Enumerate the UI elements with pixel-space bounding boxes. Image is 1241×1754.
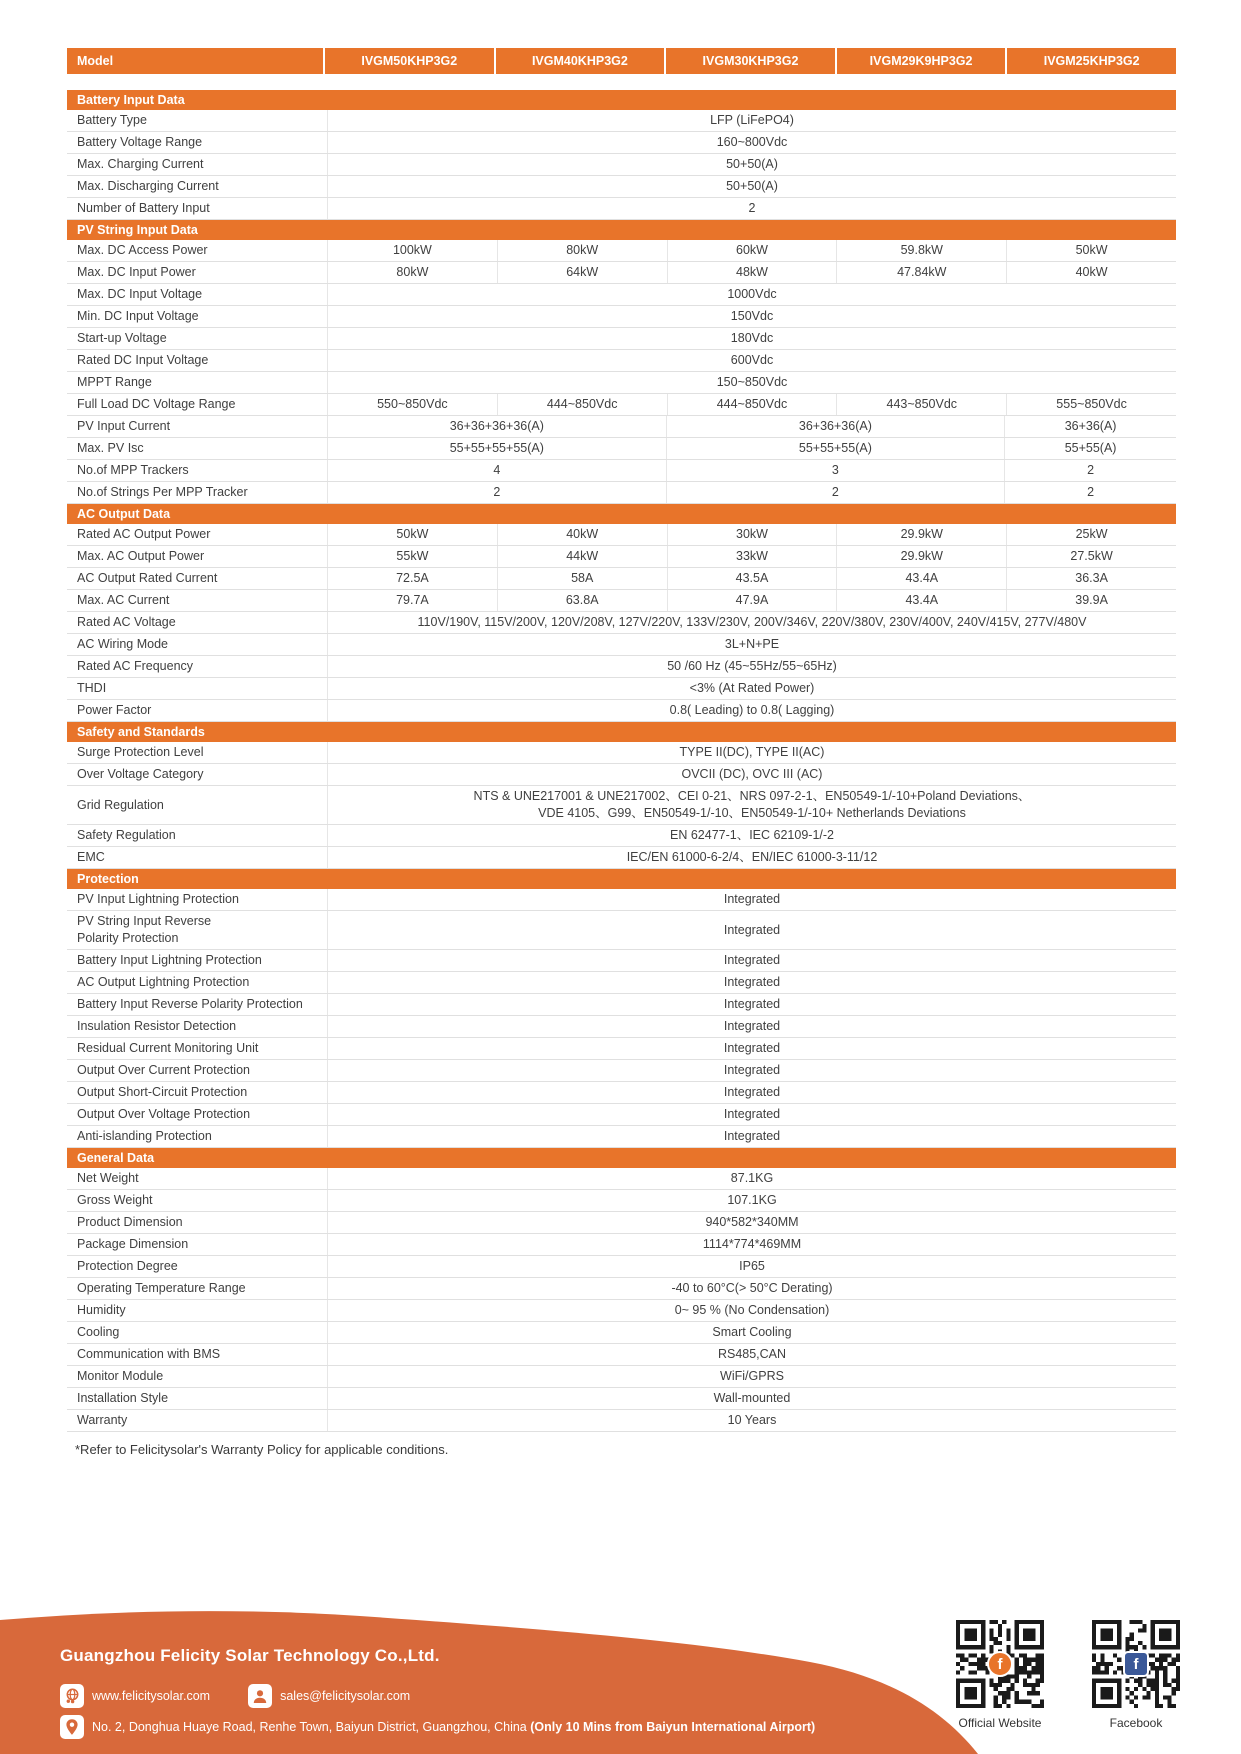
spec-value: Integrated bbox=[327, 1060, 1176, 1081]
spec-value: 64kW bbox=[497, 262, 667, 283]
spec-section bbox=[67, 722, 1176, 869]
spec-row bbox=[67, 1234, 1176, 1256]
spec-label: Max. AC Current bbox=[77, 593, 170, 607]
facebook-qr bbox=[1092, 1620, 1180, 1708]
spec-row bbox=[67, 482, 1176, 504]
section-title: AC Output Data bbox=[67, 504, 1176, 524]
spec-value: 160~800Vdc bbox=[327, 132, 1176, 153]
spec-label: Battery Voltage Range bbox=[77, 135, 203, 149]
spec-row bbox=[67, 1104, 1176, 1126]
spec-value: Integrated bbox=[327, 994, 1176, 1015]
spec-row bbox=[67, 240, 1176, 262]
spec-value: 50kW bbox=[327, 524, 497, 545]
spec-value: 25kW bbox=[1006, 524, 1176, 545]
spec-value: 50+50(A) bbox=[327, 154, 1176, 175]
spec-row bbox=[67, 306, 1176, 328]
spec-row bbox=[67, 742, 1176, 764]
section-title: Battery Input Data bbox=[67, 90, 1176, 110]
spec-value: 180Vdc bbox=[327, 328, 1176, 349]
spec-label: Max. PV Isc bbox=[77, 441, 144, 455]
spec-value: 36+36(A) bbox=[1004, 416, 1176, 437]
spec-label: Over Voltage Category bbox=[77, 767, 204, 781]
spec-value: 39.9A bbox=[1006, 590, 1176, 611]
spec-value: 36.3A bbox=[1006, 568, 1176, 589]
spec-label: Max. AC Output Power bbox=[77, 549, 205, 563]
spec-label: Operating Temperature Range bbox=[77, 1281, 246, 1295]
spec-row bbox=[67, 394, 1176, 416]
spec-value: 3 bbox=[666, 460, 1005, 481]
spec-row bbox=[67, 590, 1176, 612]
spec-value: WiFi/GPRS bbox=[327, 1366, 1176, 1387]
spec-row bbox=[67, 372, 1176, 394]
model-name: IVGM29K9HP3G2 bbox=[835, 48, 1006, 74]
spec-row bbox=[67, 154, 1176, 176]
spec-value: 63.8A bbox=[497, 590, 667, 611]
spec-value: 50kW bbox=[1006, 240, 1176, 261]
spec-label: Rated AC Voltage bbox=[77, 615, 176, 629]
spec-value: 1114*774*469MM bbox=[327, 1234, 1176, 1255]
spec-row bbox=[67, 524, 1176, 546]
spec-label: Power Factor bbox=[77, 703, 152, 717]
spec-value: Integrated bbox=[327, 911, 1176, 949]
spec-value: 600Vdc bbox=[327, 350, 1176, 371]
spec-section bbox=[67, 90, 1176, 220]
spec-label: Gross Weight bbox=[77, 1193, 153, 1207]
spec-value: 0.8( Leading) to 0.8( Lagging) bbox=[327, 700, 1176, 721]
contact-row bbox=[60, 1684, 448, 1708]
spec-value: 444~850Vdc bbox=[497, 394, 667, 415]
spec-value: 59.8kW bbox=[836, 240, 1006, 261]
spec-value: 33kW bbox=[667, 546, 837, 567]
spec-label: Max. Charging Current bbox=[77, 157, 204, 171]
spec-value: 150Vdc bbox=[327, 306, 1176, 327]
spec-row bbox=[67, 1388, 1176, 1410]
spec-row bbox=[67, 678, 1176, 700]
spec-value: Integrated bbox=[327, 889, 1176, 910]
spec-value: Smart Cooling bbox=[327, 1322, 1176, 1343]
spec-label: Monitor Module bbox=[77, 1369, 164, 1383]
spec-value: 3L+N+PE bbox=[327, 634, 1176, 655]
spec-value: 40kW bbox=[497, 524, 667, 545]
spec-row bbox=[67, 1190, 1176, 1212]
globe-icon bbox=[60, 1684, 84, 1708]
spec-value: EN 62477-1、IEC 62109-1/-2 bbox=[327, 825, 1176, 846]
spec-value: 47.9A bbox=[667, 590, 837, 611]
contact-person-icon bbox=[248, 1684, 272, 1708]
spec-row bbox=[67, 950, 1176, 972]
spec-value: Integrated bbox=[327, 1038, 1176, 1059]
spec-row bbox=[67, 1016, 1176, 1038]
spec-row bbox=[67, 786, 1176, 825]
spec-value: 55kW bbox=[327, 546, 497, 567]
spec-label: THDI bbox=[77, 681, 107, 695]
spec-value: NTS & UNE217001 & UNE217002、CEI 0-21、NRS 097-2-1、EN50549-1/-10+Poland Deviations、 VDE 4105、G99、EN50549-1/-10、EN50549-1/-10+ Netherlands Deviations bbox=[327, 786, 1176, 824]
section-title: Protection bbox=[67, 869, 1176, 889]
spec-content bbox=[67, 48, 1176, 1457]
spec-value: 555~850Vdc bbox=[1006, 394, 1176, 415]
spec-value: 36+36+36+36(A) bbox=[327, 416, 666, 437]
spec-value: 50+50(A) bbox=[327, 176, 1176, 197]
spec-value: Wall-mounted bbox=[327, 1388, 1176, 1409]
spec-row bbox=[67, 110, 1176, 132]
spec-label: Insulation Resistor Detection bbox=[77, 1019, 237, 1033]
spec-value: 40kW bbox=[1006, 262, 1176, 283]
spec-value: 55+55+55(A) bbox=[666, 438, 1005, 459]
section-title: PV String Input Data bbox=[67, 220, 1176, 240]
spec-value: 100kW bbox=[327, 240, 497, 261]
spec-row bbox=[67, 847, 1176, 869]
qr-label-facebook: Facebook bbox=[1109, 1716, 1163, 1730]
spec-value: 29.9kW bbox=[836, 524, 1006, 545]
facebook-qr-block bbox=[1086, 1620, 1186, 1730]
spec-label: Residual Current Monitoring Unit bbox=[77, 1041, 259, 1055]
spec-value: LFP (LiFePO4) bbox=[327, 110, 1176, 131]
spec-row bbox=[67, 612, 1176, 634]
spec-row bbox=[67, 911, 1176, 950]
spec-value: 2 bbox=[327, 198, 1176, 219]
spec-value: OVCII (DC), OVC III (AC) bbox=[327, 764, 1176, 785]
spec-label: Rated AC Output Power bbox=[77, 527, 211, 541]
spec-label: Communication with BMS bbox=[77, 1347, 221, 1361]
location-pin-icon bbox=[60, 1715, 84, 1739]
spec-value: <3% (At Rated Power) bbox=[327, 678, 1176, 699]
spec-value: 43.4A bbox=[836, 568, 1006, 589]
spec-label: Max. DC Input Voltage bbox=[77, 287, 203, 301]
spec-label: Safety Regulation bbox=[77, 828, 176, 842]
spec-row bbox=[67, 972, 1176, 994]
spec-row bbox=[67, 1366, 1176, 1388]
spec-value: 4 bbox=[327, 460, 666, 481]
model-name: IVGM50KHP3G2 bbox=[323, 48, 494, 74]
spec-value: 72.5A bbox=[327, 568, 497, 589]
spec-value: 36+36+36(A) bbox=[666, 416, 1005, 437]
spec-value: 0~ 95 % (No Condensation) bbox=[327, 1300, 1176, 1321]
spec-row bbox=[67, 1300, 1176, 1322]
spec-section bbox=[67, 504, 1176, 722]
spec-row bbox=[67, 825, 1176, 847]
spec-label: PV Input Lightning Protection bbox=[77, 892, 239, 906]
company-name: Guangzhou Felicity Solar Technology Co.,Ltd. bbox=[60, 1646, 440, 1665]
spec-label: Product Dimension bbox=[77, 1215, 183, 1229]
spec-label: Battery Input Lightning Protection bbox=[77, 953, 262, 967]
spec-label: Surge Protection Level bbox=[77, 745, 204, 759]
spec-label: Net Weight bbox=[77, 1171, 139, 1185]
spec-value: 55+55+55+55(A) bbox=[327, 438, 666, 459]
spec-value: 30kW bbox=[667, 524, 837, 545]
spec-value: 80kW bbox=[327, 262, 497, 283]
spec-row bbox=[67, 546, 1176, 568]
felicity-logo-icon: f bbox=[987, 1651, 1013, 1677]
spec-label: No.of MPP Trackers bbox=[77, 463, 189, 477]
spec-row bbox=[67, 438, 1176, 460]
spec-row bbox=[67, 350, 1176, 372]
model-header-row bbox=[67, 48, 1176, 74]
facebook-logo-icon: f bbox=[1123, 1651, 1149, 1677]
spec-value: 2 bbox=[1004, 460, 1176, 481]
model-name: IVGM25KHP3G2 bbox=[1005, 48, 1176, 74]
spec-value: Integrated bbox=[327, 1082, 1176, 1103]
spec-label: Start-up Voltage bbox=[77, 331, 167, 345]
spec-label: Full Load DC Voltage Range bbox=[77, 397, 236, 411]
spec-label: Package Dimension bbox=[77, 1237, 189, 1251]
spec-value: 2 bbox=[327, 482, 666, 503]
model-name: IVGM40KHP3G2 bbox=[494, 48, 665, 74]
spec-row bbox=[67, 1168, 1176, 1190]
spec-label: AC Output Lightning Protection bbox=[77, 975, 250, 989]
spec-section bbox=[67, 869, 1176, 1148]
spec-row bbox=[67, 994, 1176, 1016]
spec-label: Cooling bbox=[77, 1325, 120, 1339]
spec-row bbox=[67, 198, 1176, 220]
official-website-qr-block bbox=[950, 1620, 1050, 1730]
spec-value: TYPE II(DC), TYPE II(AC) bbox=[327, 742, 1176, 763]
spec-value: 47.84kW bbox=[836, 262, 1006, 283]
spec-value: 2 bbox=[666, 482, 1005, 503]
spec-table bbox=[67, 90, 1176, 1432]
qr-label-official-website: Official Website bbox=[958, 1716, 1042, 1730]
spec-row bbox=[67, 1082, 1176, 1104]
official-website-qr bbox=[956, 1620, 1044, 1708]
spec-value: 110V/190V, 115V/200V, 120V/208V, 127V/220V, 133V/230V, 200V/346V, 220V/380V, 230V/400V, 240V/415V, 277V/480V bbox=[327, 612, 1176, 633]
spec-value: IEC/EN 61000-6-2/4、EN/IEC 61000-3-11/12 bbox=[327, 847, 1176, 868]
spec-value: 27.5kW bbox=[1006, 546, 1176, 567]
spec-value: 58A bbox=[497, 568, 667, 589]
spec-label: Max. DC Input Power bbox=[77, 265, 196, 279]
spec-value: 48kW bbox=[667, 262, 837, 283]
address-highlight: (Only 10 Mins from Baiyun International Airport) bbox=[530, 1720, 816, 1734]
spec-row bbox=[67, 132, 1176, 154]
spec-row bbox=[67, 700, 1176, 722]
spec-label: MPPT Range bbox=[77, 375, 152, 389]
spec-value: 444~850Vdc bbox=[667, 394, 837, 415]
spec-row bbox=[67, 460, 1176, 482]
spec-row bbox=[67, 1322, 1176, 1344]
spec-value: 107.1KG bbox=[327, 1190, 1176, 1211]
spec-value: 79.7A bbox=[327, 590, 497, 611]
spec-label: PV Input Current bbox=[77, 419, 171, 433]
spec-value: 43.4A bbox=[836, 590, 1006, 611]
spec-value: 44kW bbox=[497, 546, 667, 567]
spec-label: AC Wiring Mode bbox=[77, 637, 168, 651]
spec-label: PV String Input Reverse Polarity Protection bbox=[77, 914, 212, 945]
spec-row bbox=[67, 284, 1176, 306]
spec-row bbox=[67, 328, 1176, 350]
spec-row bbox=[67, 1038, 1176, 1060]
spec-label: Output Over Current Protection bbox=[77, 1063, 250, 1077]
spec-value: 940*582*340MM bbox=[327, 1212, 1176, 1233]
spec-label: Humidity bbox=[77, 1303, 126, 1317]
spec-row bbox=[67, 1344, 1176, 1366]
spec-label: AC Output Rated Current bbox=[77, 571, 218, 585]
spec-label: Installation Style bbox=[77, 1391, 169, 1405]
spec-section bbox=[67, 1148, 1176, 1432]
spec-row bbox=[67, 764, 1176, 786]
spec-label: Grid Regulation bbox=[77, 797, 164, 812]
spec-label: EMC bbox=[77, 850, 105, 864]
spec-label: Max. DC Access Power bbox=[77, 243, 208, 257]
spec-row bbox=[67, 1278, 1176, 1300]
spec-row bbox=[67, 1256, 1176, 1278]
spec-row bbox=[67, 262, 1176, 284]
spec-value: Integrated bbox=[327, 1104, 1176, 1125]
spec-value: IP65 bbox=[327, 1256, 1176, 1277]
spec-row bbox=[67, 889, 1176, 911]
address-text: No. 2, Donghua Huaye Road, Renhe Town, Baiyun District, Guangzhou, China (Only 10 Mins from Baiyun International Airport) bbox=[92, 1720, 816, 1734]
model-header-label: Model bbox=[77, 54, 114, 68]
address-row bbox=[60, 1715, 815, 1739]
spec-label: Output Over Voltage Protection bbox=[77, 1107, 251, 1121]
spec-section bbox=[67, 220, 1176, 504]
spec-value: 87.1KG bbox=[327, 1168, 1176, 1189]
spec-value: 2 bbox=[1004, 482, 1176, 503]
spec-label: Output Short-Circuit Protection bbox=[77, 1085, 248, 1099]
spec-value: Integrated bbox=[327, 950, 1176, 971]
spec-row bbox=[67, 656, 1176, 678]
spec-label: No.of Strings Per MPP Tracker bbox=[77, 485, 248, 499]
spec-value: -40 to 60°C(> 50°C Derating) bbox=[327, 1278, 1176, 1299]
spec-value: 29.9kW bbox=[836, 546, 1006, 567]
spec-value: 10 Years bbox=[327, 1410, 1176, 1431]
spec-label: Number of Battery Input bbox=[77, 201, 210, 215]
section-title: General Data bbox=[67, 1148, 1176, 1168]
spec-label: Anti-islanding Protection bbox=[77, 1129, 212, 1143]
warranty-footnote: *Refer to Felicitysolar's Warranty Policy for applicable conditions. bbox=[75, 1442, 449, 1457]
spec-value: Integrated bbox=[327, 1016, 1176, 1037]
spec-row bbox=[67, 416, 1176, 438]
spec-value: RS485,CAN bbox=[327, 1344, 1176, 1365]
spec-row bbox=[67, 1212, 1176, 1234]
spec-row bbox=[67, 568, 1176, 590]
spec-label: Battery Input Reverse Polarity Protection bbox=[77, 997, 303, 1011]
spec-row bbox=[67, 176, 1176, 198]
spec-value: 150~850Vdc bbox=[327, 372, 1176, 393]
spec-value: 55+55(A) bbox=[1004, 438, 1176, 459]
spec-value: 443~850Vdc bbox=[836, 394, 1006, 415]
spec-label: Rated DC Input Voltage bbox=[77, 353, 209, 367]
spec-label: Warranty bbox=[77, 1413, 128, 1427]
model-name: IVGM30KHP3G2 bbox=[664, 48, 835, 74]
spec-row bbox=[67, 1410, 1176, 1432]
spec-label: Max. Discharging Current bbox=[77, 179, 219, 193]
spec-label: Rated AC Frequency bbox=[77, 659, 194, 673]
spec-value: 43.5A bbox=[667, 568, 837, 589]
spec-value: 50 /60 Hz (45~55Hz/55~65Hz) bbox=[327, 656, 1176, 677]
footer bbox=[0, 1554, 1241, 1754]
spec-row bbox=[67, 634, 1176, 656]
website-link[interactable]: www.felicitysolar.com bbox=[92, 1689, 211, 1703]
spec-label: Min. DC Input Voltage bbox=[77, 309, 199, 323]
spec-value: 550~850Vdc bbox=[327, 394, 497, 415]
spec-value: Integrated bbox=[327, 1126, 1176, 1147]
spec-row bbox=[67, 1126, 1176, 1148]
spec-value: 60kW bbox=[667, 240, 837, 261]
spec-value: Integrated bbox=[327, 972, 1176, 993]
spec-label: Protection Degree bbox=[77, 1259, 178, 1273]
section-title: Safety and Standards bbox=[67, 722, 1176, 742]
spec-label: Battery Type bbox=[77, 113, 147, 127]
email-link[interactable]: sales@felicitysolar.com bbox=[280, 1689, 411, 1703]
spec-value: 1000Vdc bbox=[327, 284, 1176, 305]
spec-row bbox=[67, 1060, 1176, 1082]
spec-value: 80kW bbox=[497, 240, 667, 261]
